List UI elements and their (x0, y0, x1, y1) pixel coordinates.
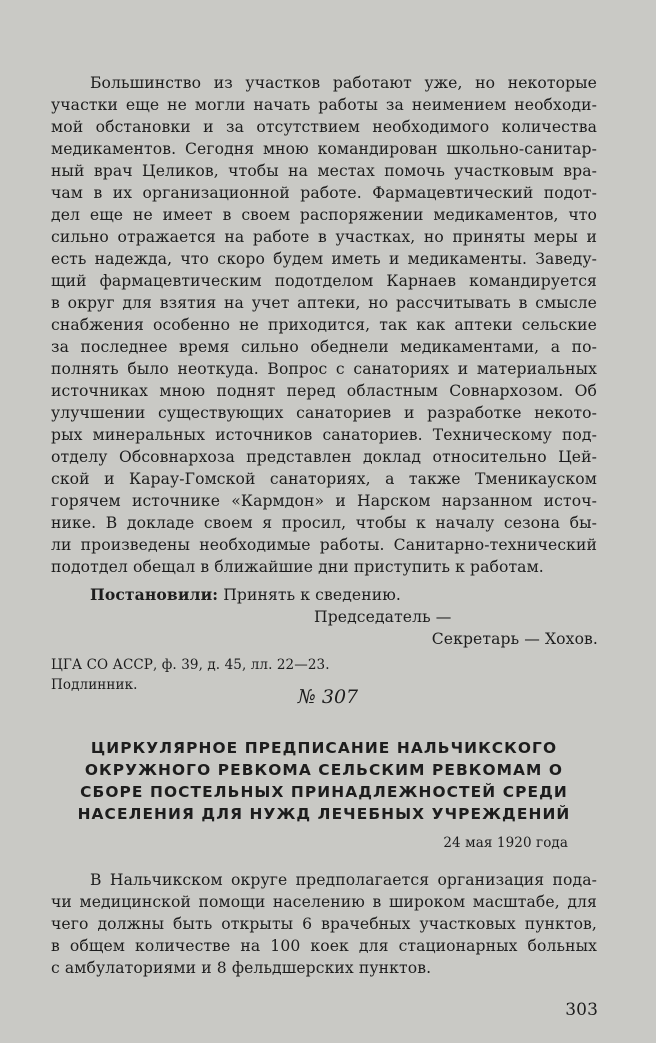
text-line: за последнее время сильно обеднели медикаментами, а по- (51, 338, 597, 356)
text-line: медикаментов. Сегодня мною командирован школьно-санитар- (51, 140, 597, 158)
text-line: ный врач Целиков, чтобы на местах помочь участковым вра- (51, 162, 597, 180)
resolution (90, 585, 401, 605)
text-line: с амбулаториями и 8 фельдшерских пунктов. (51, 959, 432, 977)
document-date: 24 мая 1920 года (443, 835, 568, 851)
text-line: в общем количестве на 100 коек для стационарных больных (51, 937, 597, 955)
page-number: 303 (565, 1000, 598, 1020)
text-line: щий фармацевтическим подотделом Карнаев командируется (51, 272, 597, 290)
title-line: СБОРЕ ПОСТЕЛЬНЫХ ПРИНАДЛЕЖНОСТЕЙ СРЕДИ (80, 783, 568, 801)
text-line: в округ для взятия на учет аптеки, но рассчитывать в смысле (51, 294, 597, 312)
signature-secretary: Секретарь — Хохов. (431, 630, 598, 648)
text-line: источниках мною поднят перед областным Совнархозом. Об (51, 382, 597, 400)
archive-note: Подлинник. (51, 677, 138, 693)
text-line: есть надежда, что скоро будем иметь и медикаменты. Заведу- (51, 250, 597, 268)
document-number: № 307 (297, 686, 359, 708)
text-line: подотдел обещал в ближайшие дни приступить к работам. (51, 558, 544, 576)
text-line: В Нальчикском округе предполагается организация пода- (90, 871, 597, 889)
text-line: улучшении существующих санаториев и разработке некото- (51, 404, 597, 422)
resolution-text: Принять к сведению. (223, 586, 401, 604)
text-line: мой обстановки и за отсутствием необходимого количества (51, 118, 597, 136)
text-line: горячем источнике «Кармдон» и Нарском нарзанном источ- (51, 492, 597, 510)
text-line: рых минеральных источников санаториев. Техническому под- (51, 426, 597, 444)
signature-chairman: Председатель — (314, 608, 452, 626)
title-line: ОКРУЖНОГО РЕВКОМА СЕЛЬСКИМ РЕВКОМАМ О (84, 761, 564, 779)
text-line: чи медицинской помощи населению в широком масштабе, для (51, 893, 597, 911)
text-line: ли произведены необходимые работы. Санитарно-технический (51, 536, 597, 554)
text-line: отделу Обсовнархоза представлен доклад относительно Цей- (51, 448, 597, 466)
title-line: НАСЕЛЕНИЯ ДЛЯ НУЖД ЛЕЧЕБНЫХ УЧРЕЖДЕНИЙ (77, 805, 571, 823)
text-line: полнять было неоткуда. Вопрос с санаториях и материальных (51, 360, 597, 378)
text-line: снабжения особенно не приходится, так как аптеки сельские (51, 316, 597, 334)
archive-source: ЦГА СО АССР, ф. 39, д. 45, лл. 22—23. (51, 657, 330, 673)
text-line: участки еще не могли начать работы за неимением необходи- (51, 96, 597, 114)
text-line: Большинство из участков работают уже, но некоторые (90, 74, 597, 92)
text-line: ской и Карау-Гомской санаториях, а также Тменикауском (51, 470, 597, 488)
title-line: ЦИРКУЛЯРНОЕ ПРЕДПИСАНИЕ НАЛЬЧИКСКОГО (90, 739, 558, 757)
resolution-label: Постановили: (90, 585, 219, 604)
text-line: чам в их организационной работе. Фармацевтический подот- (51, 184, 597, 202)
text-line: нике. В докладе своем я просил, чтобы к началу сезона бы- (51, 514, 597, 532)
text-line: чего должны быть открыты 6 врачебных участковых пунктов, (51, 915, 597, 933)
text-line: сильно отражается на работе в участках, но приняты меры и (51, 228, 597, 246)
text-line: дел еще не имеет в своем распоряжении медикаментов, что (51, 206, 597, 224)
